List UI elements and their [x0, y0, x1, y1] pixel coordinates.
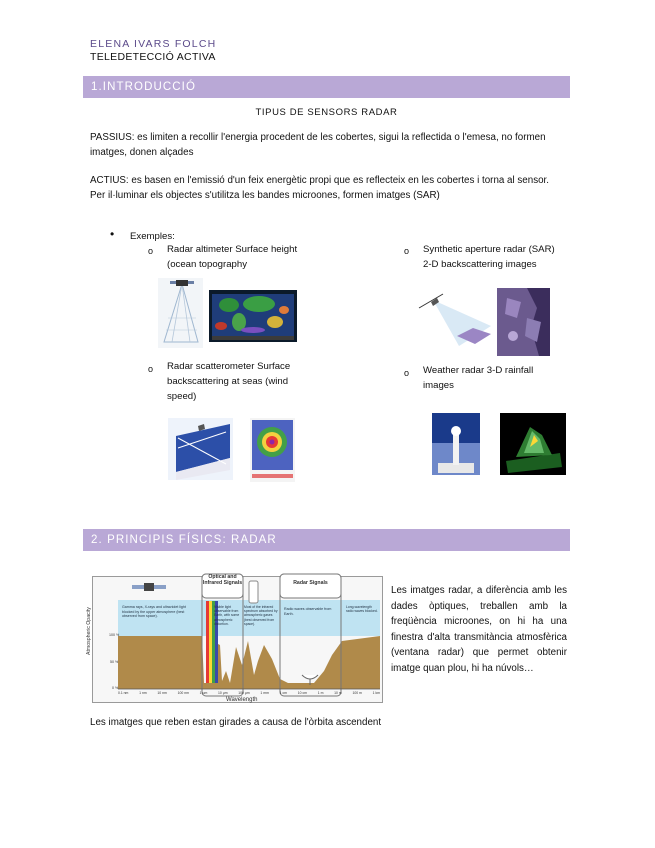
x-tick: 10 µm	[218, 691, 228, 695]
actius-paragraph: ACTIUS: es basen en l'emissió d'un feix energètic propi que es reflecteix en les cobertes i torna al sensor. Per il·luminar els objectes s'utilitza les bandes microones, formen imatges (SAR)	[90, 175, 549, 201]
infrared-note: Most of the infrared spectrum absorbed by atmospheric gases (best observed from space).	[244, 605, 278, 626]
x-tick: 1 km	[372, 691, 380, 695]
x-tick: 10 cm	[297, 691, 307, 695]
x-tick: 1 m	[317, 691, 324, 695]
x-tick: 0.1 nm	[118, 691, 129, 695]
x-axis-label: Wavelength	[226, 697, 258, 703]
x-tick: 100 µm	[238, 691, 250, 695]
radio-waves-note: Radio waves observable from Earth.	[284, 607, 332, 616]
ocean-topography-map-image	[209, 290, 297, 342]
author-name: ELENA IVARS FOLCH	[90, 38, 217, 50]
examples-label: Exemples:	[130, 231, 175, 242]
x-tick: 1 µm	[199, 691, 208, 695]
sub-bullet-icon: o	[404, 246, 410, 256]
example-weather-radar: Weather radar 3-D rainfall images	[423, 365, 534, 391]
example-altimeter: Radar altimeter Surface height (ocean topography	[167, 244, 298, 270]
hurricane-wind-image	[250, 418, 295, 482]
section-1-heading: 1.INTRODUCCIÓ	[83, 76, 570, 98]
sub-bullet-icon: o	[148, 246, 154, 256]
sub-bullet-icon: o	[404, 368, 410, 378]
x-tick: 1 mm	[260, 691, 269, 695]
sar-backscatter-image	[497, 288, 550, 356]
altimeter-diagram-image	[158, 278, 203, 348]
radar-description-paragraph: Les imatges radar, a diferència amb les dades òptiques, treballen amb la freqüència microones, on hi ha una finestra d'alta transmitància atmosfèrica (ventana radar) que permet obtenir imatge quan plou, hi ha núvols…	[391, 585, 567, 674]
y-tick-100: 100 %	[109, 633, 120, 637]
passius-paragraph: PASSIUS: es limiten a recollir l'energia procedent de les cobertes, sigui la reflectida o l'emesa, no formen imatges, donen alçades	[90, 132, 546, 158]
subsection-title: TIPUS DE SENSORS RADAR	[255, 107, 398, 118]
optical-signals-label: Optical and Infrared Signals	[202, 574, 243, 586]
visible-light-note: Visible light observable from Earth, with some atmospheric distortion.	[214, 605, 240, 626]
section-2-heading: 2. PRINCIPIS FÍSICS: RADAR	[83, 529, 570, 551]
sub-bullet-icon: o	[148, 364, 154, 374]
x-tick: 10 nm	[157, 691, 167, 695]
longwave-note: Long-wavelength radio waves blocked.	[346, 605, 378, 614]
course-title: TELEDETECCIÓ ACTIVA	[90, 51, 216, 63]
gamma-rays-note: Gamma rays, X-rays and ultraviolet light blocked by the upper atmosphere (best observed from space).	[122, 605, 186, 618]
sar-geometry-image	[413, 286, 495, 354]
x-tick: 10 m	[334, 691, 342, 695]
x-axis-ticks	[118, 691, 380, 695]
orbit-note: Les imatges que reben estan girades a causa de l'òrbita ascendent	[90, 717, 382, 728]
y-tick-0: 0 %	[112, 686, 119, 690]
x-tick: 1 nm	[139, 691, 147, 695]
rainfall-3d-image	[500, 413, 566, 475]
x-tick: 100 nm	[177, 691, 189, 695]
example-sar: Synthetic aperture radar (SAR) 2-D backscattering images	[423, 244, 555, 270]
weather-radar-antenna-image	[432, 413, 480, 475]
y-axis-label: Atmospheric Opacity	[86, 607, 92, 655]
scatterometer-diagram-image	[168, 418, 233, 480]
radar-signals-label: Radar Signals	[293, 580, 328, 586]
atmospheric-opacity-chart	[92, 571, 385, 706]
x-tick: 100 m	[352, 691, 362, 695]
y-tick-50: 50 %	[110, 660, 119, 664]
example-scatterometer: Radar scatterometer Surface backscattering at seas (wind speed)	[167, 361, 291, 402]
x-tick: 1 cm	[279, 691, 288, 695]
bullet-icon: •	[110, 227, 115, 241]
